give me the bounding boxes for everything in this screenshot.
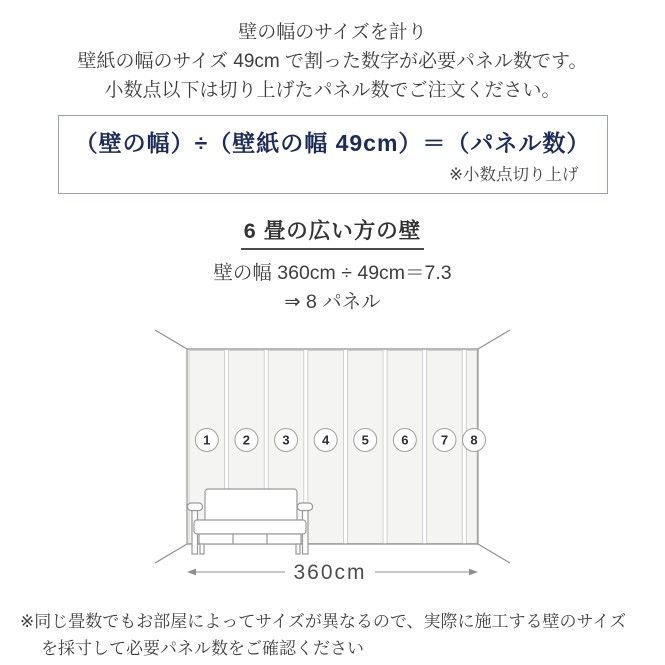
panel-number-label: 4 — [321, 432, 329, 448]
footer-note-line-1: ※同じ畳数でもお部屋によってサイズが異なるので、実際に施工する壁のサイズ — [20, 612, 627, 631]
panel-number-label: 5 — [361, 432, 369, 448]
formula-note: ※小数点切り上げ — [449, 166, 579, 184]
footer-note — [0, 608, 665, 662]
example-result: ⇒ 8 パネル — [284, 291, 381, 313]
intro-line-2: 壁紙の幅のサイズ 49cm で割った数字が必要パネル数です。 — [77, 51, 588, 72]
example-heading-label: 6 畳の広い方の壁 — [241, 214, 424, 250]
bench-icon — [187, 489, 312, 554]
intro-text — [0, 0, 665, 105]
formula-box — [58, 115, 608, 194]
width-label: 360cm — [292, 561, 367, 584]
example-calculation: 壁の幅 360cm ÷ 49cm＝7.3 — [213, 262, 452, 284]
panel-number-label: 1 — [202, 432, 210, 448]
footer-note-line-2: を採寸して必要パネル数をご確認ください — [41, 639, 364, 658]
panel-number-label: 8 — [469, 432, 478, 448]
width-measurement — [187, 561, 478, 584]
example-heading — [0, 214, 665, 250]
intro-line-1: 壁の幅のサイズを計り — [238, 22, 427, 43]
wall-diagram — [133, 317, 533, 602]
panel-number-label: 6 — [400, 432, 408, 448]
panel-number-label: 7 — [440, 432, 448, 448]
panel-number-label: 3 — [281, 432, 290, 448]
intro-line-3: 小数点以下は切り上げたパネル数でご注文ください。 — [104, 80, 561, 101]
panel-number-label: 2 — [242, 432, 250, 448]
arrow-right-icon — [469, 569, 478, 576]
formula-text: （壁の幅）÷（壁紙の幅 49cm）＝（パネル数） — [74, 130, 591, 156]
arrow-left-icon — [187, 569, 196, 576]
